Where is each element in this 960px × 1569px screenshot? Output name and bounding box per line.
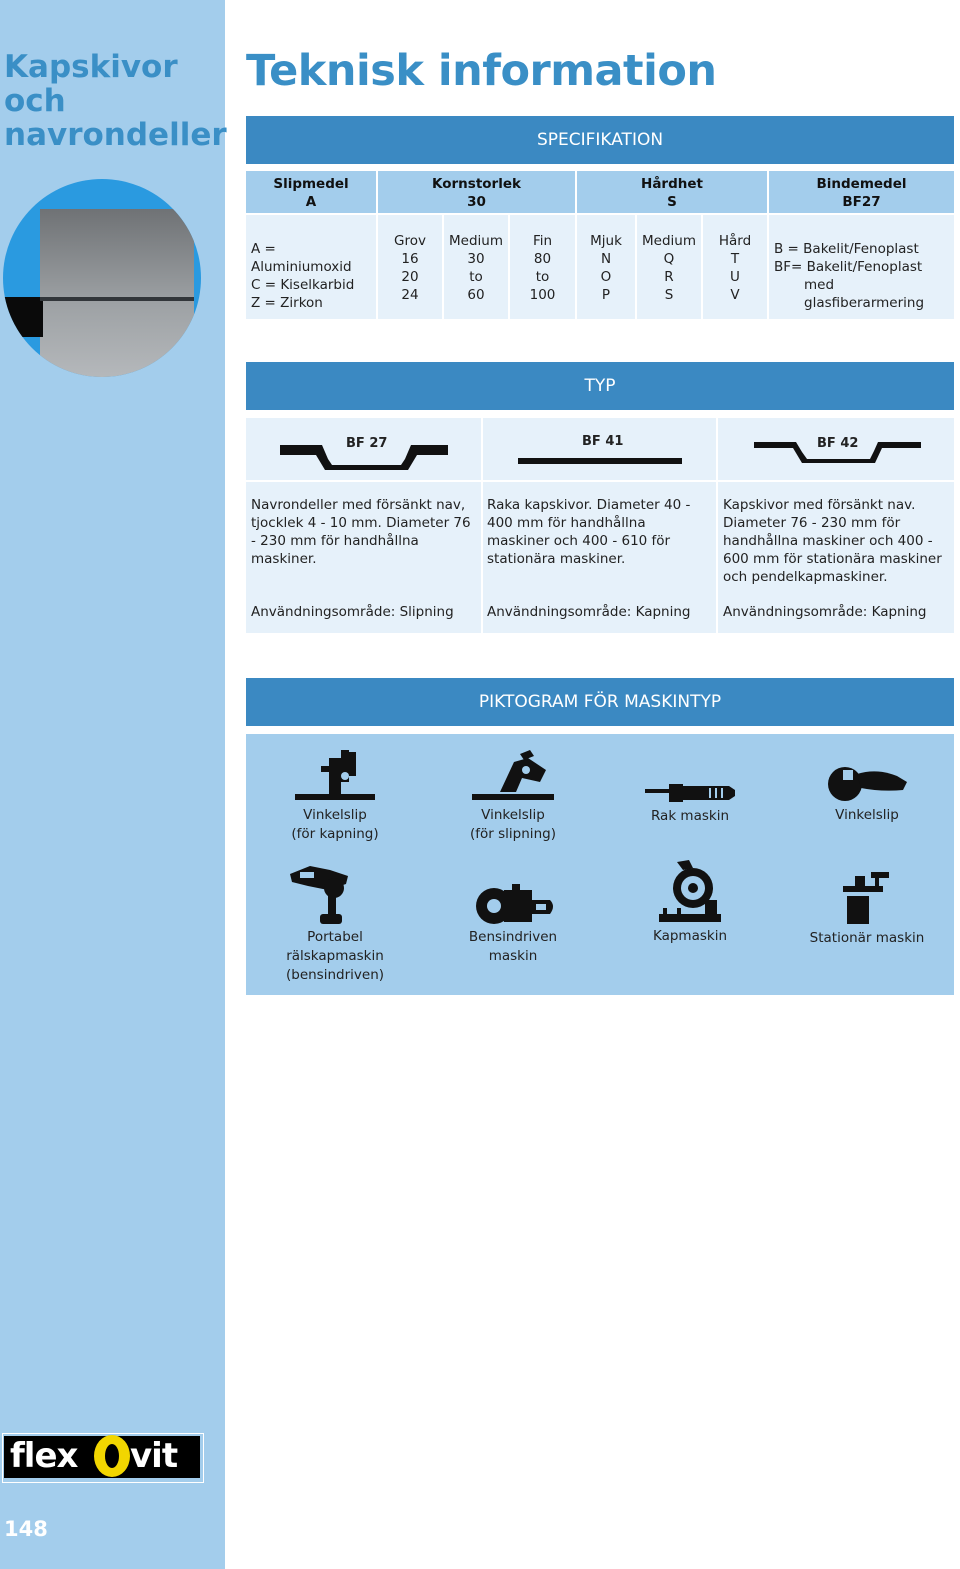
hardness-value: O bbox=[600, 269, 612, 285]
grade-value: 30 bbox=[467, 251, 485, 267]
grade-value: 24 bbox=[401, 287, 419, 303]
col-header-name: Slipmedel bbox=[273, 176, 349, 192]
hardness-label: Medium bbox=[642, 233, 696, 249]
kornstorlek-fin-cell bbox=[510, 215, 575, 319]
piktogram-label-line: Vinkelslip bbox=[481, 807, 545, 823]
type-usage: Användningsområde: Slipning bbox=[251, 604, 454, 620]
hardhet-medium-cell bbox=[637, 215, 701, 319]
grade-label: Fin bbox=[532, 233, 553, 249]
piktogram-label-line: Vinkelslip bbox=[835, 807, 899, 823]
piktogram-label bbox=[797, 929, 937, 948]
col-header-slipmedel bbox=[246, 171, 376, 213]
bf42-label: BF 42 bbox=[817, 436, 859, 451]
piktogram-label-line: maskin bbox=[488, 948, 538, 964]
grade-label: Medium bbox=[449, 233, 503, 249]
bf27-label: BF 27 bbox=[346, 436, 388, 451]
rail-saw-icon bbox=[288, 862, 352, 926]
bf41-profile-cell bbox=[483, 418, 716, 480]
bf27-description-cell bbox=[246, 482, 481, 633]
angle-grinder-grinding-icon bbox=[470, 748, 556, 802]
logo-text-right: vit bbox=[130, 1436, 178, 1476]
typ-header: TYP bbox=[246, 362, 954, 410]
sidebar bbox=[0, 0, 225, 1569]
bond-item: BF= Bakelit/Fenoplast bbox=[774, 259, 923, 275]
col-header-code: S bbox=[667, 194, 677, 210]
hardness-value: N bbox=[600, 251, 612, 267]
piktogram-label-line: Bensindriven bbox=[468, 929, 558, 945]
piktogram-label bbox=[270, 928, 400, 985]
kornstorlek-grov-cell bbox=[378, 215, 442, 319]
col-header-code: 30 bbox=[467, 194, 486, 210]
flexovit-logo bbox=[4, 1436, 200, 1478]
logo-text-left: flex bbox=[10, 1436, 78, 1476]
hardness-value: S bbox=[664, 287, 674, 303]
page-title: Teknisk information bbox=[246, 46, 717, 96]
hardhet-mjuk-cell bbox=[577, 215, 635, 319]
straight-grinder-icon bbox=[643, 780, 737, 806]
piktogram-label-line: Kapmaskin bbox=[652, 928, 728, 944]
type-usage: Användningsområde: Kapning bbox=[487, 604, 691, 620]
col-header-hardhet bbox=[577, 171, 767, 213]
bf42-description-cell bbox=[718, 482, 954, 633]
piktogram-label-line: Vinkelslip bbox=[303, 807, 367, 823]
slipmedel-item: Z = Zirkon bbox=[251, 295, 323, 311]
bond-item: B = Bakelit/Fenoplast bbox=[774, 241, 919, 257]
col-header-bindemedel bbox=[769, 171, 954, 213]
grade-value: 100 bbox=[529, 287, 556, 303]
piktogram-label bbox=[454, 806, 572, 844]
piktogram-label bbox=[807, 806, 927, 825]
type-description: Kapskivor med försänkt nav. Diameter 76 - 230 mm för handhållna maskiner och 400 - 600 mm för stationära maskiner och pendelkapmaskiner. bbox=[723, 497, 942, 585]
piktogram-label-line: Rak maskin bbox=[650, 808, 730, 824]
angle-grinder-icon bbox=[827, 762, 909, 806]
angle-grinder-cutting-icon bbox=[293, 748, 377, 802]
type-description: Navrondeller med försänkt nav, tjocklek 4 - 10 mm. Diameter 76 - 230 mm för handhållna maskiner. bbox=[251, 497, 471, 567]
bf41-label: BF 41 bbox=[582, 434, 624, 449]
kornstorlek-medium-cell bbox=[444, 215, 508, 319]
slipmedel-item: C = Kiselkarbid bbox=[251, 277, 355, 293]
hardhet-hard-cell bbox=[703, 215, 767, 319]
cutting-disc-photo bbox=[3, 179, 201, 377]
grade-value: to bbox=[535, 269, 550, 285]
piktogram-label bbox=[276, 806, 394, 844]
grade-value: to bbox=[469, 269, 483, 285]
piktogram-label-line: rälskapmaskin bbox=[286, 948, 384, 964]
col-header-name: Bindemedel bbox=[816, 176, 907, 192]
grade-value: 80 bbox=[533, 251, 552, 267]
piktogram-label bbox=[454, 928, 572, 966]
grade-value: 60 bbox=[467, 287, 485, 303]
bindemedel-cell bbox=[769, 215, 954, 319]
grade-value: 20 bbox=[401, 269, 419, 285]
hardness-value: U bbox=[730, 269, 740, 285]
col-header-name: Kornstorlek bbox=[432, 176, 521, 192]
hardness-value: P bbox=[601, 287, 611, 303]
type-description: Raka kapskivor. Diameter 40 - 400 mm för handhållna maskiner och 400 - 610 för stationära maskiner. bbox=[487, 497, 691, 567]
col-header-code: BF27 bbox=[842, 194, 881, 210]
piktogram-header: PIKTOGRAM FÖR MASKINTYP bbox=[246, 678, 954, 726]
stationary-machine-icon bbox=[841, 868, 893, 926]
bf41-description-cell bbox=[483, 482, 716, 633]
col-header-code: A bbox=[305, 194, 317, 210]
piktogram-label-line: Portabel bbox=[307, 929, 363, 945]
grade-label: Grov bbox=[394, 233, 426, 249]
hardness-value: Q bbox=[663, 251, 675, 267]
piktogram-label-line: (bensindriven) bbox=[285, 967, 385, 983]
specifikation-header: SPECIFIKATION bbox=[246, 116, 954, 164]
section-title-line: Kapskivor bbox=[4, 49, 178, 85]
piktogram-label bbox=[630, 807, 750, 826]
type-usage: Användningsområde: Kapning bbox=[723, 604, 927, 620]
hardness-label: Mjuk bbox=[590, 233, 622, 249]
grade-value: 16 bbox=[401, 251, 419, 267]
section-title-line: navrondeller bbox=[4, 117, 227, 153]
section-title bbox=[4, 49, 227, 153]
hardness-value: T bbox=[730, 251, 740, 267]
hardness-value: V bbox=[730, 287, 740, 303]
petrol-saw-icon bbox=[474, 884, 556, 926]
page-number: 148 bbox=[4, 1517, 48, 1541]
piktogram-label-line: Stationär maskin bbox=[809, 930, 925, 946]
piktogram-label-line: (för kapning) bbox=[291, 826, 379, 842]
chop-saw-icon bbox=[657, 858, 723, 926]
bf27-profile-cell bbox=[246, 418, 481, 480]
piktogram-label-line: (för slipning) bbox=[470, 826, 556, 842]
hardness-label: Hård bbox=[718, 233, 752, 249]
bf42-profile-cell bbox=[718, 418, 954, 480]
logo-o-mark bbox=[94, 1435, 130, 1477]
piktogram-label bbox=[630, 927, 750, 946]
bond-item: med glasfiberarmering bbox=[804, 277, 925, 311]
col-header-kornstorlek bbox=[378, 171, 575, 213]
col-header-name: Hårdhet bbox=[641, 176, 703, 192]
hardness-value: R bbox=[664, 269, 674, 285]
slipmedel-cell bbox=[246, 215, 376, 319]
section-title-line: och bbox=[4, 83, 66, 119]
slipmedel-item: A = Aluminiumoxid bbox=[251, 241, 352, 275]
